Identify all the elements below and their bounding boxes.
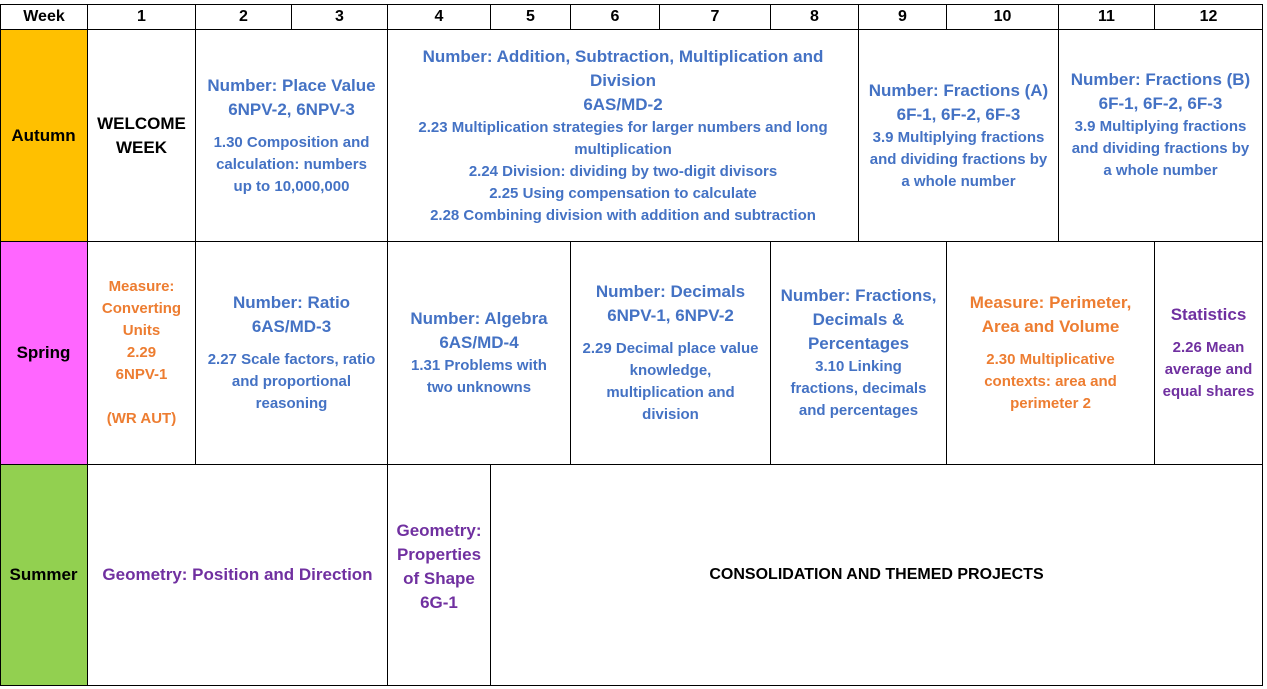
unit-line: Geometry: [396,521,482,540]
grid-line [1262,4,1263,686]
unit-title: Percentages [807,334,910,353]
grid-line [0,685,1263,686]
unit-codes: 6AS/MD-2 [583,94,663,114]
lesson-line: average and [1164,361,1253,378]
unit-line: Units [122,322,161,339]
unit-title: Geometry: Position and Direction [102,565,373,584]
week-header: Week [23,8,65,25]
lesson-line: two unknowns [426,379,532,396]
position-direction-cell [88,465,387,685]
lesson-line: 2.28 Combining division with addition and subtraction [430,206,816,224]
lesson-line: fractions, decimals [790,380,927,397]
perimeter-area-volume-cell [947,242,1154,464]
unit-note: (WR AUT) [106,410,177,427]
unit-line: Converting [101,300,182,317]
week-4-header: 4 [434,8,444,25]
unit-line: 6G-1 [420,593,458,612]
lesson-line: 2.29 Decimal place value [582,340,759,357]
lesson-line: multiplication and [606,384,735,401]
week-6-header: 6 [610,8,620,25]
lesson-line: and proportional [231,373,352,390]
unit-codes: 6F-1, 6F-2, 6F-3 [1098,93,1223,113]
statistics-cell [1155,242,1262,464]
lesson-line: 2.24 Division: dividing by two-digit divisors [468,162,778,180]
unit-title: Number: Ratio [232,293,351,312]
unit-codes: 6F-1, 6F-2, 6F-3 [896,104,1021,124]
week-8-header: 8 [810,8,819,25]
week-3-header: 3 [335,8,344,25]
lesson-line: multiplication [574,140,672,158]
fractions-b-cell [1059,30,1262,241]
lesson-line: a whole number [1103,161,1218,179]
asmd-cell [388,30,858,241]
lesson-line: and percentages [798,402,919,419]
unit-title: Number: Fractions, [780,286,937,305]
unit-line: Measure: [108,278,175,295]
unit-line: 6NPV-1 [115,366,168,383]
lesson-line: division [642,406,699,423]
unit-title: Measure: Perimeter, [969,293,1132,312]
term-label-summer: Summer [9,565,78,584]
unit-codes: 6NPV-1, 6NPV-2 [607,306,734,325]
unit-title: Area and Volume [981,317,1120,336]
lesson-line: calculation: numbers [216,155,367,173]
unit-title: Number: Fractions (A) [868,80,1049,100]
term-label-spring: Spring [16,343,71,362]
fractions-a-cell [859,30,1058,241]
lesson-line: 2.23 Multiplication strategies for larger numbers and long [418,118,828,136]
algebra-cell [388,242,570,464]
week-5-header: 5 [526,8,535,25]
unit-line: of Shape [403,569,475,588]
ratio-cell [196,242,387,464]
unit-title: Division [589,70,657,90]
welcome-line: WELCOME [97,113,186,133]
unit-title: Number: Place Value [207,75,376,95]
lesson-line: reasoning [255,395,328,412]
lesson-line: knowledge, [629,362,712,379]
consolidation-cell [491,465,1262,685]
lesson-line: equal shares [1162,383,1255,400]
lesson-line: 1.30 Composition and [213,133,370,151]
welcome-line: WEEK [116,137,167,157]
week-10-header: 10 [993,8,1012,25]
week-9-header: 9 [898,8,907,25]
unit-line: Properties [396,545,482,564]
lesson-line: 3.9 Multiplying fractions [1074,117,1247,135]
lesson-line: 3.10 Linking [815,358,902,375]
lesson-line: up to 10,000,000 [233,177,350,195]
lesson-line: 2.26 Mean [1172,339,1245,356]
lesson-line: contexts: area and [984,373,1117,390]
lesson-line: 2.25 Using compensation to calculate [489,184,757,202]
week-1-header: 1 [137,8,146,25]
place-value-cell [196,30,387,241]
unit-codes: 6NPV-2, 6NPV-3 [228,99,355,119]
lesson-line: a whole number [901,172,1016,190]
properties-of-shape-cell [388,465,490,685]
unit-title: Decimals & [812,310,905,329]
week-2-header: 2 [239,8,248,25]
unit-codes: 6AS/MD-3 [251,317,332,336]
welcome-week-cell [88,30,195,241]
unit-title: Number: Addition, Subtraction, Multiplication and [422,46,824,66]
lesson-line: and dividing fractions by [1071,139,1250,157]
lesson-line: and dividing fractions by [869,150,1048,168]
week-7-header: 7 [710,8,720,25]
unit-title: Number: Fractions (B) [1070,69,1251,89]
unit-title: Number: Algebra [410,309,548,328]
unit-title: Number: Decimals [595,282,746,301]
lesson-line: 2.30 Multiplicative [986,351,1115,368]
lesson-line: 2.27 Scale factors, ratio [207,351,376,368]
lesson-line: perimeter 2 [1010,395,1091,412]
unit-title: Statistics [1170,305,1247,324]
unit-codes: 6AS/MD-4 [439,333,519,352]
converting-units-cell [88,242,195,464]
week-11-header: 11 [1098,8,1115,25]
lesson-line: 3.9 Multiplying fractions [872,128,1045,146]
fdp-cell [771,242,946,464]
week-12-header: 12 [1199,8,1218,25]
decimals-cell [571,242,770,464]
unit-line: 2.29 [126,344,157,361]
term-label-autumn: Autumn [11,125,76,145]
unit-title: CONSOLIDATION AND THEMED PROJECTS [709,566,1044,583]
lesson-line: 1.31 Problems with [411,357,547,374]
